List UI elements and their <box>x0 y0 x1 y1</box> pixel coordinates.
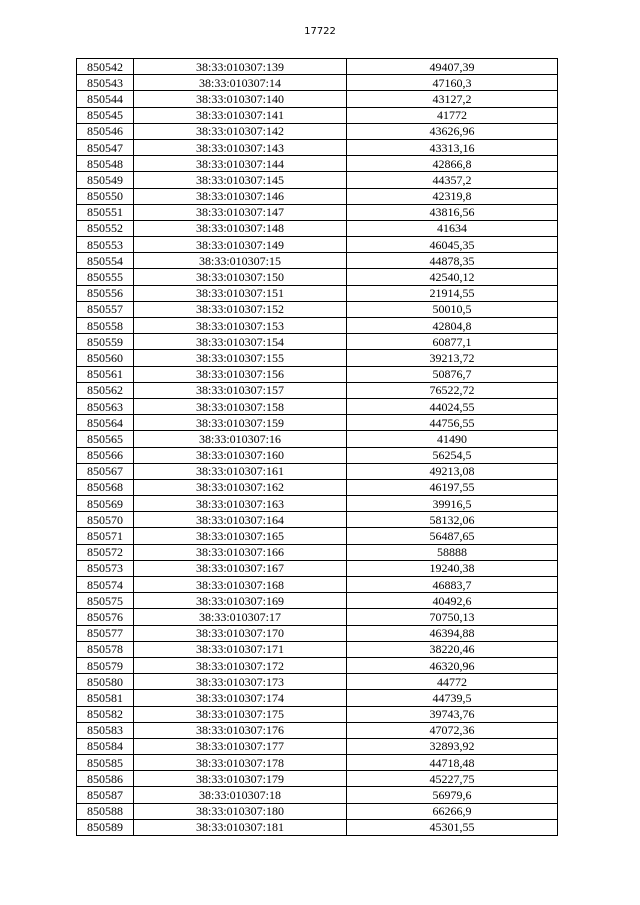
value-cell: 38220,46 <box>347 641 558 657</box>
value-cell: 50876,7 <box>347 366 558 382</box>
cadastral-number-cell: 38:33:010307:168 <box>134 577 347 593</box>
value-cell: 43626,96 <box>347 123 558 139</box>
row-number-cell: 850582 <box>77 706 134 722</box>
table-row <box>77 318 558 334</box>
row-number-cell: 850572 <box>77 544 134 560</box>
cadastral-number-cell: 38:33:010307:18 <box>134 787 347 803</box>
table-row <box>77 496 558 512</box>
row-number-cell: 850574 <box>77 577 134 593</box>
value-cell: 39213,72 <box>347 350 558 366</box>
table-row <box>77 334 558 350</box>
value-cell: 42319,8 <box>347 188 558 204</box>
table-row <box>77 706 558 722</box>
table-row <box>77 107 558 123</box>
value-cell: 39743,76 <box>347 706 558 722</box>
value-cell: 46883,7 <box>347 577 558 593</box>
cadastral-number-cell: 38:33:010307:164 <box>134 512 347 528</box>
table-row <box>77 59 558 75</box>
cadastral-number-cell: 38:33:010307:155 <box>134 350 347 366</box>
cadastral-number-cell: 38:33:010307:171 <box>134 641 347 657</box>
cadastral-number-cell: 38:33:010307:148 <box>134 220 347 236</box>
cadastral-number-cell: 38:33:010307:139 <box>134 59 347 75</box>
value-cell: 19240,38 <box>347 560 558 576</box>
cadastral-number-cell: 38:33:010307:154 <box>134 334 347 350</box>
row-number-cell: 850562 <box>77 382 134 398</box>
value-cell: 21914,55 <box>347 285 558 301</box>
row-number-cell: 850585 <box>77 755 134 771</box>
row-number-cell: 850547 <box>77 139 134 155</box>
table-row <box>77 479 558 495</box>
value-cell: 44739,5 <box>347 690 558 706</box>
row-number-cell: 850554 <box>77 253 134 269</box>
row-number-cell: 850543 <box>77 75 134 91</box>
cadastral-number-cell: 38:33:010307:169 <box>134 593 347 609</box>
cadastral-number-cell: 38:33:010307:166 <box>134 544 347 560</box>
value-cell: 45301,55 <box>347 819 558 835</box>
row-number-cell: 850566 <box>77 447 134 463</box>
table-row <box>77 528 558 544</box>
table-row <box>77 172 558 188</box>
cadastral-number-cell: 38:33:010307:149 <box>134 237 347 253</box>
value-cell: 56979,6 <box>347 787 558 803</box>
cadastral-number-cell: 38:33:010307:151 <box>134 285 347 301</box>
cadastral-number-cell: 38:33:010307:140 <box>134 91 347 107</box>
value-cell: 43313,16 <box>347 139 558 155</box>
data-table <box>76 58 558 836</box>
value-cell: 39916,5 <box>347 496 558 512</box>
value-cell: 47072,36 <box>347 722 558 738</box>
cadastral-number-cell: 38:33:010307:177 <box>134 738 347 754</box>
table-row <box>77 674 558 690</box>
table-body <box>77 59 558 836</box>
value-cell: 47160,3 <box>347 75 558 91</box>
value-cell: 42540,12 <box>347 269 558 285</box>
row-number-cell: 850565 <box>77 431 134 447</box>
table-row <box>77 204 558 220</box>
value-cell: 45227,75 <box>347 771 558 787</box>
value-cell: 44772 <box>347 674 558 690</box>
cadastral-number-cell: 38:33:010307:161 <box>134 463 347 479</box>
table-row <box>77 447 558 463</box>
table-row <box>77 253 558 269</box>
value-cell: 46045,35 <box>347 237 558 253</box>
cadastral-number-cell: 38:33:010307:176 <box>134 722 347 738</box>
row-number-cell: 850588 <box>77 803 134 819</box>
value-cell: 44718,48 <box>347 755 558 771</box>
row-number-cell: 850550 <box>77 188 134 204</box>
table-row <box>77 577 558 593</box>
row-number-cell: 850587 <box>77 787 134 803</box>
value-cell: 50010,5 <box>347 301 558 317</box>
table-row <box>77 819 558 835</box>
table-row <box>77 771 558 787</box>
value-cell: 42866,8 <box>347 156 558 172</box>
value-cell: 42804,8 <box>347 318 558 334</box>
row-number-cell: 850586 <box>77 771 134 787</box>
row-number-cell: 850583 <box>77 722 134 738</box>
row-number-cell: 850573 <box>77 560 134 576</box>
cadastral-number-cell: 38:33:010307:144 <box>134 156 347 172</box>
row-number-cell: 850567 <box>77 463 134 479</box>
value-cell: 70750,13 <box>347 609 558 625</box>
row-number-cell: 850552 <box>77 220 134 236</box>
row-number-cell: 850563 <box>77 398 134 414</box>
row-number-cell: 850571 <box>77 528 134 544</box>
cadastral-number-cell: 38:33:010307:141 <box>134 107 347 123</box>
value-cell: 44878,35 <box>347 253 558 269</box>
value-cell: 49213,08 <box>347 463 558 479</box>
value-cell: 41634 <box>347 220 558 236</box>
row-number-cell: 850575 <box>77 593 134 609</box>
value-cell: 41772 <box>347 107 558 123</box>
row-number-cell: 850577 <box>77 625 134 641</box>
row-number-cell: 850580 <box>77 674 134 690</box>
table-row <box>77 722 558 738</box>
row-number-cell: 850544 <box>77 91 134 107</box>
table-row <box>77 366 558 382</box>
row-number-cell: 850542 <box>77 59 134 75</box>
value-cell: 41490 <box>347 431 558 447</box>
row-number-cell: 850556 <box>77 285 134 301</box>
cadastral-number-cell: 38:33:010307:157 <box>134 382 347 398</box>
cadastral-number-cell: 38:33:010307:145 <box>134 172 347 188</box>
value-cell: 49407,39 <box>347 59 558 75</box>
row-number-cell: 850584 <box>77 738 134 754</box>
value-cell: 46394,88 <box>347 625 558 641</box>
row-number-cell: 850548 <box>77 156 134 172</box>
row-number-cell: 850559 <box>77 334 134 350</box>
table-row <box>77 431 558 447</box>
value-cell: 46320,96 <box>347 657 558 673</box>
table-row <box>77 787 558 803</box>
table-row <box>77 641 558 657</box>
value-cell: 43816,56 <box>347 204 558 220</box>
table-row <box>77 350 558 366</box>
row-number-cell: 850560 <box>77 350 134 366</box>
value-cell: 40492,6 <box>347 593 558 609</box>
value-cell: 60877,1 <box>347 334 558 350</box>
cadastral-number-cell: 38:33:010307:156 <box>134 366 347 382</box>
row-number-cell: 850569 <box>77 496 134 512</box>
table-row <box>77 803 558 819</box>
value-cell: 56254,5 <box>347 447 558 463</box>
row-number-cell: 850578 <box>77 641 134 657</box>
table-row <box>77 269 558 285</box>
table-row <box>77 755 558 771</box>
table-row <box>77 512 558 528</box>
cadastral-number-cell: 38:33:010307:167 <box>134 560 347 576</box>
table-row <box>77 463 558 479</box>
table-row <box>77 382 558 398</box>
row-number-cell: 850546 <box>77 123 134 139</box>
value-cell: 58132,06 <box>347 512 558 528</box>
cadastral-number-cell: 38:33:010307:180 <box>134 803 347 819</box>
cadastral-number-cell: 38:33:010307:181 <box>134 819 347 835</box>
cadastral-number-cell: 38:33:010307:173 <box>134 674 347 690</box>
cadastral-number-cell: 38:33:010307:147 <box>134 204 347 220</box>
row-number-cell: 850545 <box>77 107 134 123</box>
cadastral-number-cell: 38:33:010307:170 <box>134 625 347 641</box>
cadastral-number-cell: 38:33:010307:153 <box>134 318 347 334</box>
cadastral-number-cell: 38:33:010307:142 <box>134 123 347 139</box>
cadastral-number-cell: 38:33:010307:178 <box>134 755 347 771</box>
cadastral-number-cell: 38:33:010307:174 <box>134 690 347 706</box>
cadastral-number-cell: 38:33:010307:150 <box>134 269 347 285</box>
row-number-cell: 850589 <box>77 819 134 835</box>
cadastral-number-cell: 38:33:010307:146 <box>134 188 347 204</box>
cadastral-number-cell: 38:33:010307:17 <box>134 609 347 625</box>
cadastral-number-cell: 38:33:010307:175 <box>134 706 347 722</box>
table-row <box>77 188 558 204</box>
row-number-cell: 850570 <box>77 512 134 528</box>
value-cell: 76522,72 <box>347 382 558 398</box>
table-row <box>77 593 558 609</box>
cadastral-number-cell: 38:33:010307:16 <box>134 431 347 447</box>
table-row <box>77 738 558 754</box>
table-row <box>77 91 558 107</box>
cadastral-number-cell: 38:33:010307:162 <box>134 479 347 495</box>
table-row <box>77 123 558 139</box>
row-number-cell: 850553 <box>77 237 134 253</box>
cadastral-number-cell: 38:33:010307:172 <box>134 657 347 673</box>
table-row <box>77 139 558 155</box>
row-number-cell: 850549 <box>77 172 134 188</box>
cadastral-number-cell: 38:33:010307:179 <box>134 771 347 787</box>
cadastral-number-cell: 38:33:010307:152 <box>134 301 347 317</box>
row-number-cell: 850576 <box>77 609 134 625</box>
cadastral-number-cell: 38:33:010307:160 <box>134 447 347 463</box>
value-cell: 43127,2 <box>347 91 558 107</box>
table-row <box>77 625 558 641</box>
value-cell: 44756,55 <box>347 415 558 431</box>
value-cell: 66266,9 <box>347 803 558 819</box>
value-cell: 58888 <box>347 544 558 560</box>
row-number-cell: 850561 <box>77 366 134 382</box>
table-row <box>77 220 558 236</box>
cadastral-number-cell: 38:33:010307:143 <box>134 139 347 155</box>
row-number-cell: 850564 <box>77 415 134 431</box>
table-row <box>77 544 558 560</box>
table-row <box>77 285 558 301</box>
row-number-cell: 850579 <box>77 657 134 673</box>
table-row <box>77 156 558 172</box>
cadastral-number-cell: 38:33:010307:158 <box>134 398 347 414</box>
row-number-cell: 850555 <box>77 269 134 285</box>
row-number-cell: 850581 <box>77 690 134 706</box>
value-cell: 56487,65 <box>347 528 558 544</box>
value-cell: 44357,2 <box>347 172 558 188</box>
cadastral-number-cell: 38:33:010307:15 <box>134 253 347 269</box>
value-cell: 32893,92 <box>347 738 558 754</box>
value-cell: 44024,55 <box>347 398 558 414</box>
cadastral-number-cell: 38:33:010307:159 <box>134 415 347 431</box>
cadastral-number-cell: 38:33:010307:14 <box>134 75 347 91</box>
row-number-cell: 850551 <box>77 204 134 220</box>
table-row <box>77 415 558 431</box>
cadastral-number-cell: 38:33:010307:165 <box>134 528 347 544</box>
value-cell: 46197,55 <box>347 479 558 495</box>
table-row <box>77 657 558 673</box>
table-row <box>77 75 558 91</box>
row-number-cell: 850558 <box>77 318 134 334</box>
table-row <box>77 560 558 576</box>
table-row <box>77 301 558 317</box>
table-row <box>77 609 558 625</box>
cadastral-number-cell: 38:33:010307:163 <box>134 496 347 512</box>
table-row <box>77 237 558 253</box>
page-number: 17722 <box>304 26 336 37</box>
table-row <box>77 398 558 414</box>
row-number-cell: 850568 <box>77 479 134 495</box>
row-number-cell: 850557 <box>77 301 134 317</box>
table-row <box>77 690 558 706</box>
